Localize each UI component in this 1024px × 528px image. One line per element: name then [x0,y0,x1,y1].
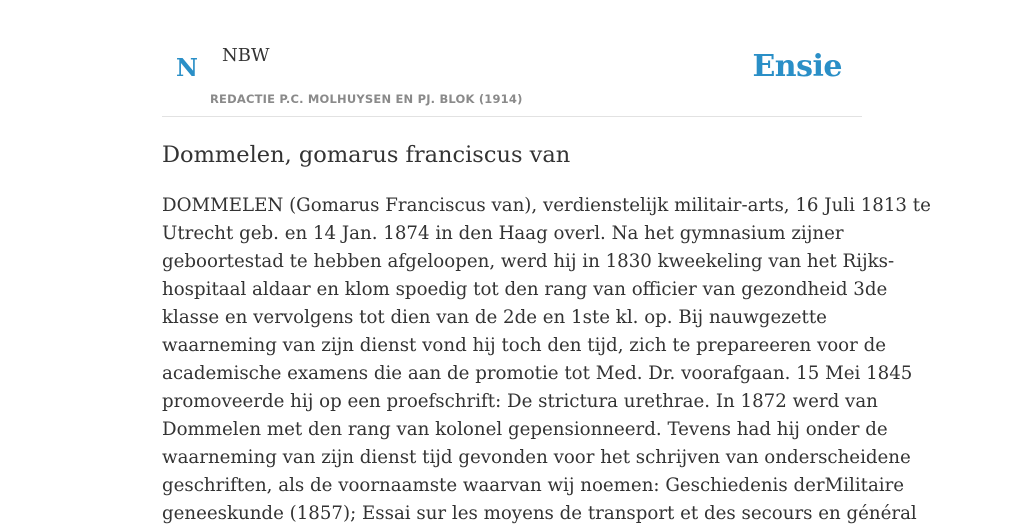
brand-logo[interactable]: Ensie [752,49,842,84]
entry-text-line: DOMMELEN (Gomarus Franciscus van), verdienstelijk militair-arts, 16 Juli 1813 te [162,195,931,216]
entry-text-line: Dommelen met den rang van kolonel gepensionneerd. Tevens had hij onder de [162,419,888,440]
entry-text-line: geneeskunde (1857); Essai sur les moyens de transport et des secours en général [162,503,917,524]
entry-body [162,192,931,528]
entry-text-line: waarneming van zijn dienst tijd gevonden voor het schrijven van onderscheidene [162,447,911,468]
entry-text-line: geschriften, als de voornaamste waarvan wij noemen: Geschiedenis derMilitaire [162,475,905,496]
entry-text-line: promoveerde hij op een proefschrift: De strictura urethrae. In 1872 werd van [162,391,878,412]
entry-title: Dommelen, gomarus franciscus van [162,142,571,168]
entry-text-line: academische examens die aan de promotie tot Med. Dr. voorafgaan. 15 Mei 1845 [162,363,913,384]
entry-text-line: klasse en vervolgens tot dien van de 2de en 1ste kl. op. Bij nauwgezette [162,307,827,328]
entry-text-line: Utrecht geb. en 14 Jan. 1874 in den Haag overl. Na het gymnasium zijner [162,223,844,244]
entry-text-line: hospitaal aldaar en klom spoedig tot den rang van officier van gezondheid 3de [162,279,888,300]
entry-text-line: waarneming van zijn dienst vond hij toch den tijd, zich te prepareeren voor de [162,335,887,356]
source-logo[interactable]: N [176,53,198,82]
source-title[interactable]: NBW [222,45,270,66]
site-header [162,0,862,117]
source-subtitle: REDACTIE P.C. MOLHUYSEN EN PJ. BLOK (1914) [210,92,523,106]
entry-text-line: geboortestad te hebben afgeloopen, werd hij in 1830 kweekeling van het Rijks- [162,251,895,272]
